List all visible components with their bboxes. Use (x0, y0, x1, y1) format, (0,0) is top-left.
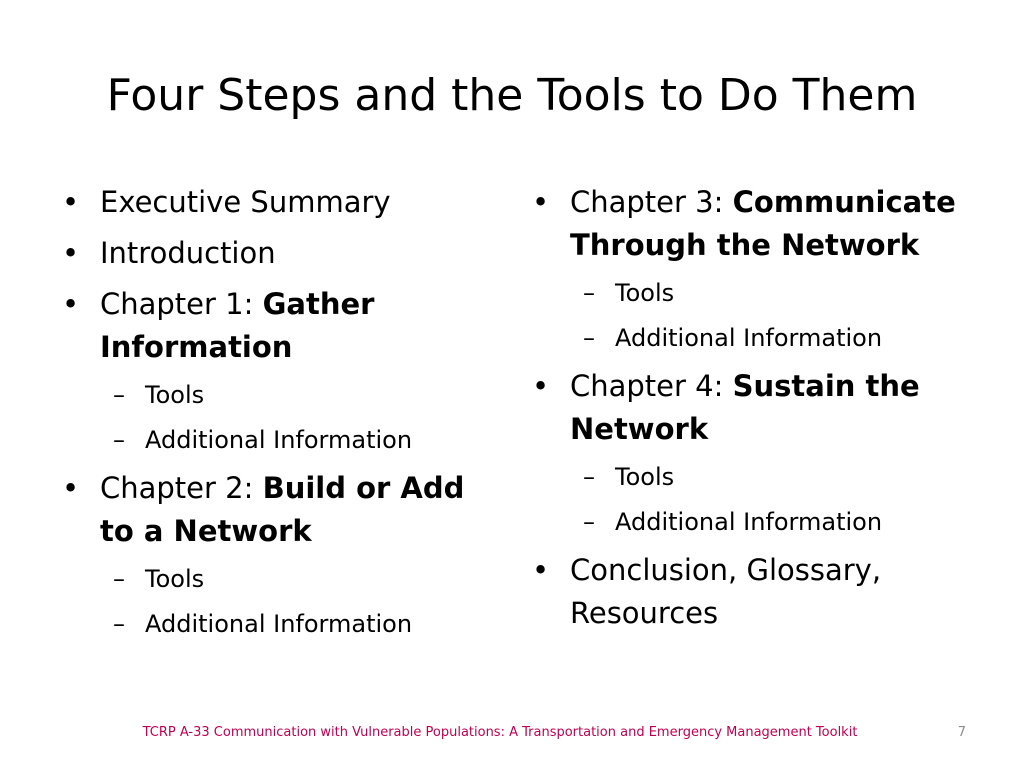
bullet-dash-icon: – (583, 463, 595, 491)
item-text: Tools (145, 565, 205, 593)
footer-text: TCRP A-33 Communication with Vulnerable Populations: A Transportation and Emergency Management Toolkit (142, 725, 858, 740)
item-bold-text: Communicate Through the Network (570, 185, 956, 262)
bullet-dash-icon: – (113, 610, 125, 638)
sub-list-item (530, 275, 1000, 311)
list-item (60, 467, 500, 553)
bullet-dash-icon: – (113, 381, 125, 409)
list-item (530, 365, 1000, 451)
list-item (60, 232, 500, 275)
item-bold-text: Gather Information (100, 287, 375, 364)
item-text: Additional Information (615, 324, 883, 352)
bullet-dot-icon: • (532, 553, 550, 587)
item-text: Tools (615, 463, 675, 491)
item-text: Tools (145, 381, 205, 409)
sub-list-item (60, 561, 500, 597)
bullet-dash-icon: – (113, 565, 125, 593)
item-text: Tools (615, 279, 675, 307)
slide-title: Four Steps and the Tools to Do Them (106, 70, 918, 121)
bullet-dot-icon: • (532, 185, 550, 219)
slide-footer (0, 723, 1024, 743)
item-text: Conclusion, Glossary, Resources (570, 553, 882, 630)
bullet-dash-icon: – (583, 279, 595, 307)
item-text: Chapter 1: (100, 287, 263, 321)
page-number: 7 (957, 725, 966, 740)
bullet-dash-icon: – (113, 426, 125, 454)
list-item (60, 283, 500, 369)
item-text: Additional Information (615, 508, 883, 536)
sub-list-item (530, 320, 1000, 356)
item-text: Chapter 3: (570, 185, 733, 219)
bullet-dot-icon: • (62, 471, 80, 505)
item-text: Additional Information (145, 426, 413, 454)
list-item (530, 181, 1000, 267)
bullet-dot-icon: • (62, 287, 80, 321)
sub-list-item (60, 606, 500, 642)
item-text: Chapter 4: (570, 369, 733, 403)
bullet-dash-icon: – (583, 324, 595, 352)
item-text: Introduction (100, 236, 276, 270)
item-text: Additional Information (145, 610, 413, 638)
sub-list-item (60, 377, 500, 413)
item-text: Executive Summary (100, 185, 391, 219)
bullet-dot-icon: • (62, 236, 80, 270)
list-item (60, 181, 500, 224)
left-bullet-list (60, 181, 500, 651)
bullet-dot-icon: • (62, 185, 80, 219)
right-bullet-list (530, 181, 1000, 643)
bullet-dot-icon: • (532, 369, 550, 403)
sub-list-item (60, 422, 500, 458)
item-bold-text: Build or Add to a Network (100, 471, 465, 548)
item-text: Chapter 2: (100, 471, 263, 505)
bullet-dash-icon: – (583, 508, 595, 536)
list-item (530, 549, 1000, 635)
sub-list-item (530, 459, 1000, 495)
item-bold-text: Sustain the Network (570, 369, 920, 446)
sub-list-item (530, 504, 1000, 540)
